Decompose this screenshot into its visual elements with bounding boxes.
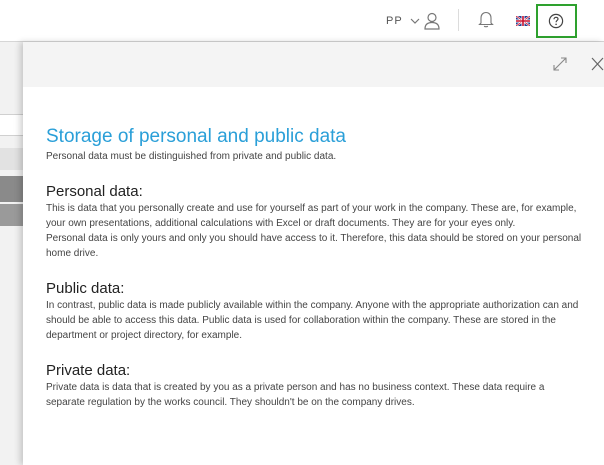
background-row-selected bbox=[0, 204, 23, 226]
section-heading: Public data: bbox=[46, 280, 125, 297]
person-icon bbox=[424, 12, 440, 30]
close-icon[interactable] bbox=[591, 57, 604, 71]
section-heading: Personal data: bbox=[46, 183, 143, 200]
user-menu[interactable] bbox=[386, 12, 440, 30]
expand-icon[interactable] bbox=[553, 57, 567, 71]
section-paragraph: In contrast, public data is made publicly available within the company. Anyone with the appropriate authorization can and should be able to access this data. Public data is used for collaboration within the company. These are stored in the department or project directory, for example. bbox=[46, 300, 579, 341]
section-paragraph: Personal data is only yours and only you should have access to it. Therefore, this data should be stored on your personal home drive. bbox=[46, 233, 582, 259]
help-content bbox=[46, 126, 586, 410]
section-paragraph: Private data is data that is created by you as a private person and has no business context. These data require a separate regulation by the works council. They shouldn't be on the company drives. bbox=[46, 382, 545, 408]
section-heading: Private data: bbox=[46, 362, 131, 379]
help-intro: Personal data must be distinguished from private and public data. bbox=[46, 151, 337, 162]
section-personal-data bbox=[46, 183, 586, 261]
user-initials: PP bbox=[386, 15, 403, 27]
uk-flag-icon[interactable] bbox=[516, 16, 530, 26]
section-paragraph: This is data that you personally create and use for yourself as part of your work in the company. These are, for example, your own presentations, additional calculations with Excel or draft documents. They are for your eyes only. bbox=[46, 203, 577, 229]
panel-header bbox=[23, 42, 604, 87]
help-title: Storage of personal and public data bbox=[46, 126, 346, 147]
chevron-down-icon bbox=[410, 16, 420, 26]
section-private-data bbox=[46, 362, 586, 410]
top-bar bbox=[0, 0, 604, 42]
background-row bbox=[0, 148, 23, 170]
background-page bbox=[0, 42, 23, 465]
bell-icon[interactable] bbox=[478, 10, 494, 28]
background-input bbox=[0, 114, 23, 136]
help-panel bbox=[23, 42, 604, 465]
background-row-selected bbox=[0, 176, 23, 202]
toolbar-divider bbox=[458, 9, 459, 31]
section-public-data bbox=[46, 280, 586, 343]
question-circle-icon[interactable] bbox=[548, 13, 564, 29]
